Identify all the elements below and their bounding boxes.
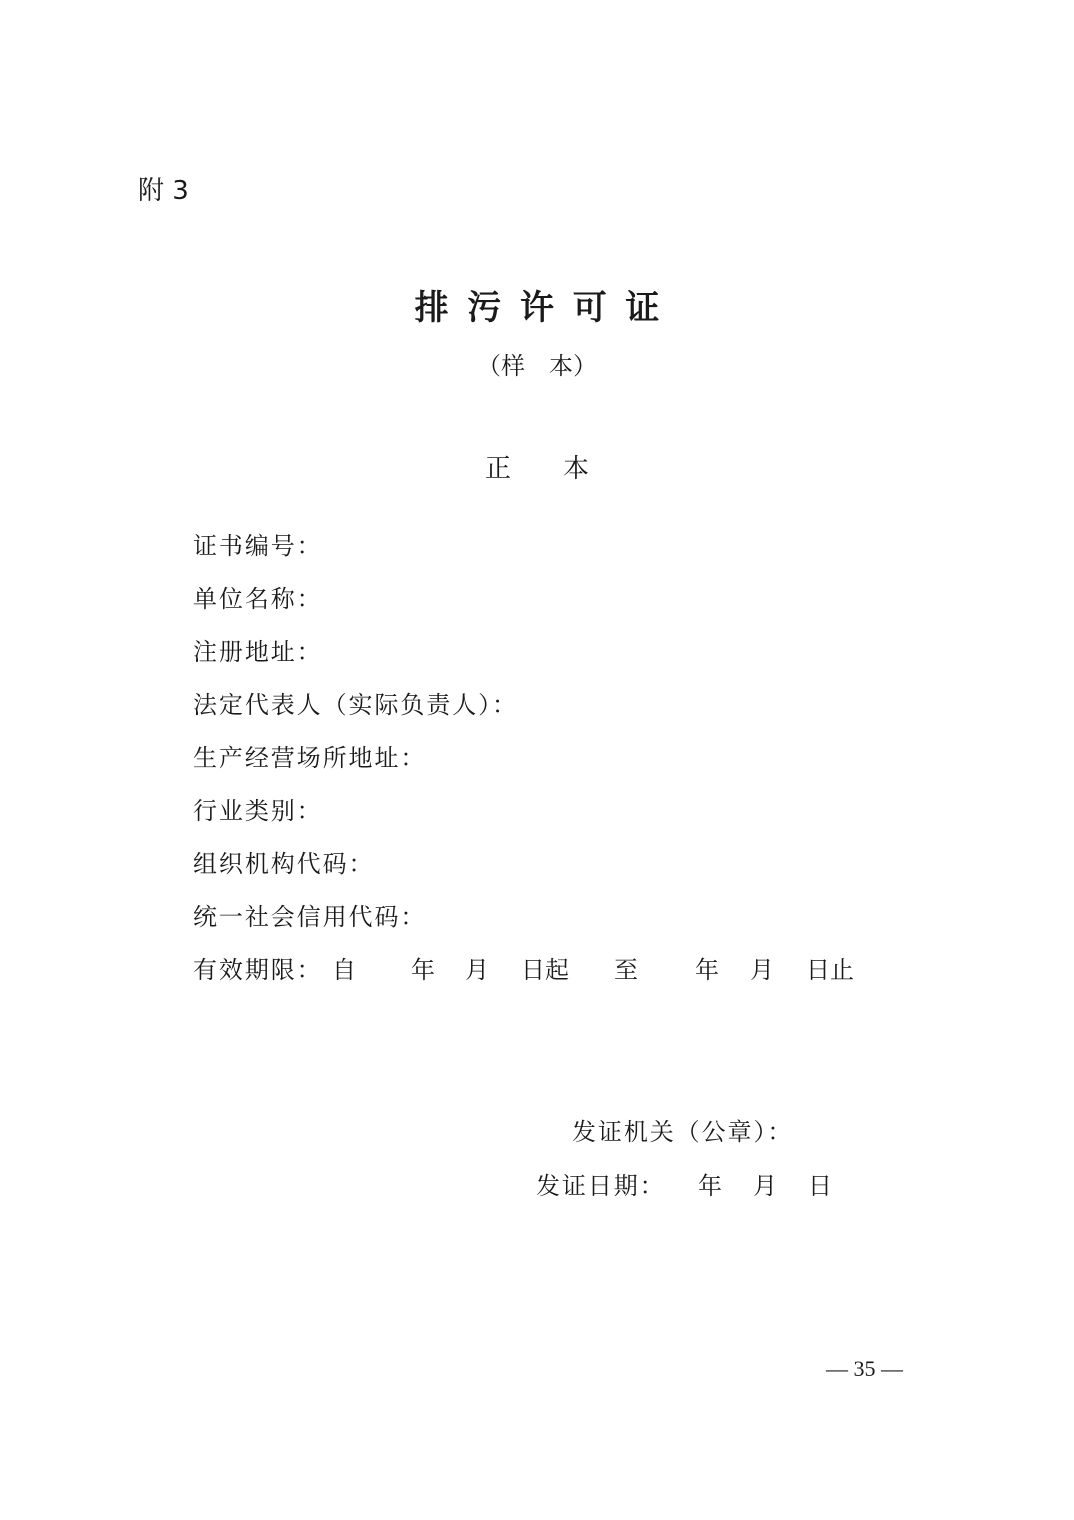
field-validity [0, 950, 1074, 984]
issue-date-day: 日 [808, 1172, 832, 1200]
validity-year-2: 年 [695, 956, 719, 984]
validity-year-1: 年 [411, 956, 435, 984]
field-certificate-no: 证书编号： [193, 532, 323, 560]
validity-day-end: 日止 [806, 956, 854, 984]
field-site-address: 生产经营场所地址： [193, 744, 427, 772]
field-credit-code: 统一社会信用代码： [193, 903, 427, 931]
section-heading: 正 本 [484, 454, 589, 484]
document-title: 排污许可证 [414, 288, 679, 328]
field-org-code: 组织机构代码： [193, 850, 375, 878]
validity-to: 至 [614, 956, 638, 984]
field-legal-representative: 法定代表人（实际负责人）： [193, 691, 518, 719]
appendix-label: 附 3 [138, 176, 189, 206]
field-registered-address: 注册地址： [193, 638, 323, 666]
issue-date-year: 年 [698, 1172, 722, 1200]
validity-from: 自 [332, 956, 356, 984]
validity-day-start: 日起 [521, 956, 569, 984]
issue-date-label: 发证日期： [536, 1172, 666, 1200]
issue-date-month: 月 [753, 1172, 777, 1200]
validity-month-2: 月 [750, 956, 774, 984]
field-industry: 行业类别： [193, 797, 323, 825]
page-number: — 35 — [826, 1356, 903, 1381]
issuing-authority: 发证机关（公章）： [572, 1118, 794, 1146]
field-unit-name: 单位名称： [193, 585, 323, 613]
validity-label: 有效期限： [193, 956, 323, 984]
issue-date [0, 1166, 1074, 1200]
validity-month-1: 月 [465, 956, 489, 984]
document-subtitle: （样 本） [477, 352, 597, 380]
